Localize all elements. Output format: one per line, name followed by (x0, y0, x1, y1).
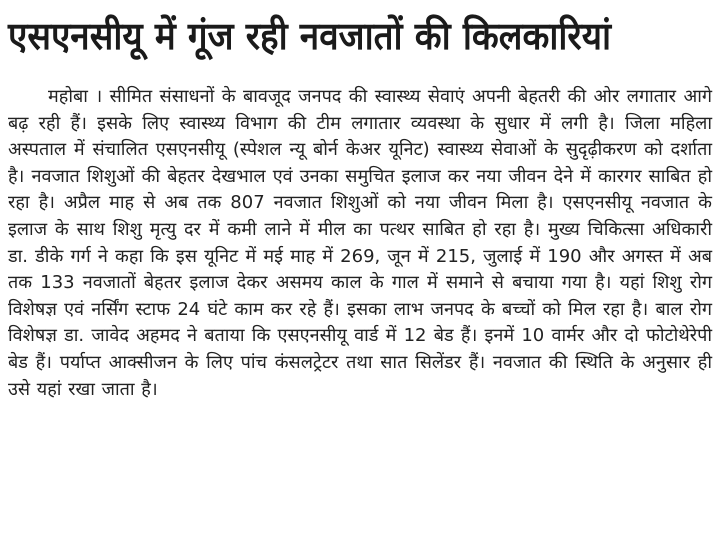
article-body-text: सीमित संसाधनों के बावजूद जनपद की स्वास्थ्य सेवाएं अपनी बेहतरी की ओर लगातार आगे बढ़ रही हैं। इसके लिए स्वास्थ्य विभाग की टीम लगातार व्यवस्था के सुधार में लगी है। जिला महिला अस्पताल में संचालित एसएनसीयू (स्पेशल न्यू बोर्न केअर यूनिट) स्वास्थ्य सेवाओं के सुदृढ़ीकरण को दर्शाता है। नवजात शिशुओं की बेहतर देखभाल एवं उनका समुचित इलाज कर नया जीवन देने में कारगर साबित हो रहा है। अप्रैल माह से अब तक 807 नवजात शिशुओं को नया जीवन मिला है। एसएनसीयू नवजात के इलाज के साथ शिशु मृत्यु दर में कमी लाने में मील का पत्थर साबित हो रहा है। मुख्य चिकित्सा अधिकारी डा. डीके गर्ग ने कहा कि इस यूनिट में मई माह में 269, जून में 215, जुलाई में 190 और अगस्त में अब तक 133 नवजातों बेहतर इलाज देकर असमय काल के गाल में समाने से बचाया गया है। यहां शिशु रोग विशेषज्ञ एवं नर्सिंग स्टाफ 24 घंटे काम कर रहे हैं। इसका लाभ जनपद के बच्चों को मिल रहा है। बाल रोग विशेषज्ञ डा. जावेद अहमद ने बताया कि एसएनसीयू वार्ड में 12 बेड हैं। इनमें 10 वार्मर और दो फोटोथेरेपी बेड हैं। पर्याप्त आक्सीजन के लिए पांच कंसलट्रेटर तथा सात सिलेंडर हैं। नवजात की स्थिति के अनुसार ही उसे यहां रखा जाता है। (8, 86, 712, 400)
article-headline: एसएनसीयू में गूंज रही नवजातों की किलकारियां (8, 14, 612, 58)
article-dateline: महोबा । (48, 86, 103, 107)
article-body (8, 84, 712, 403)
